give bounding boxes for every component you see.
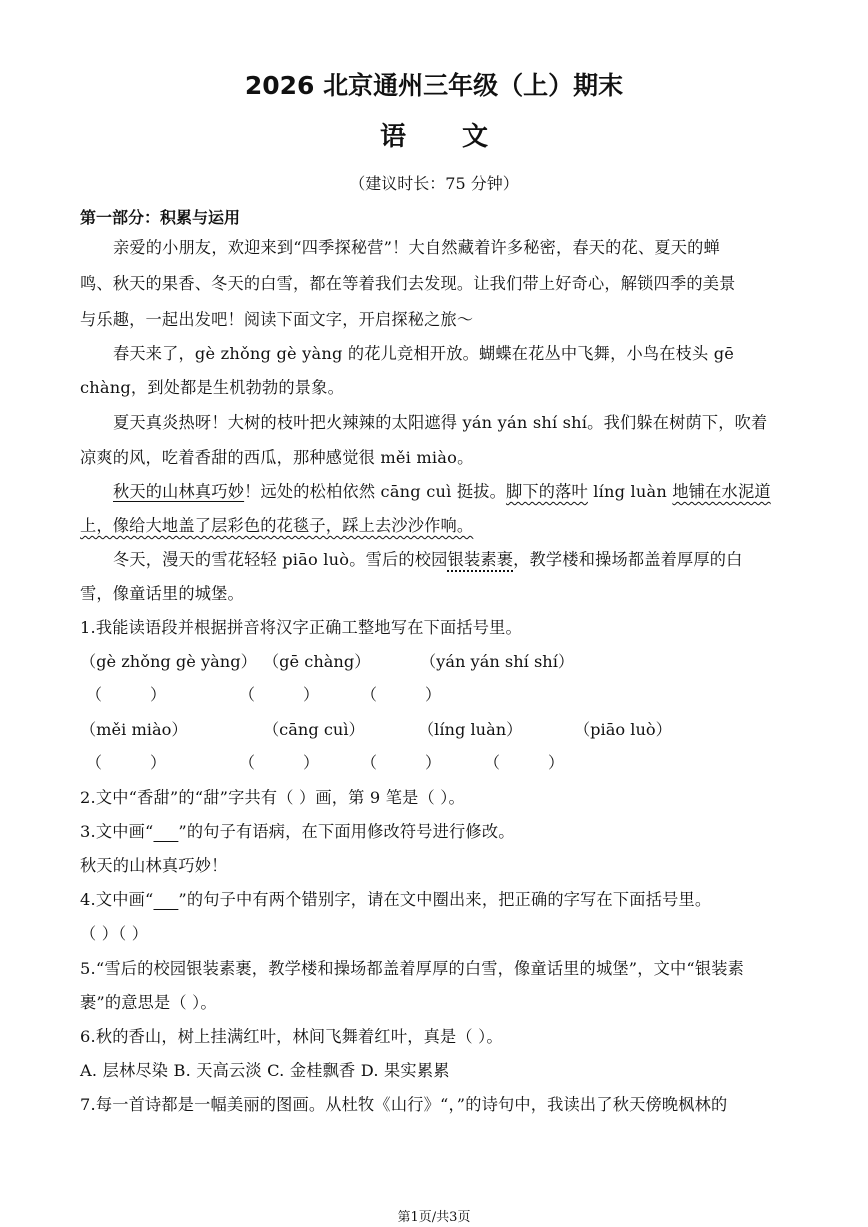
page-number: 第1页/共3页: [397, 1210, 471, 1225]
question-4: [80, 886, 711, 910]
subject-title: 语文: [379, 122, 544, 152]
pinyin-item: （líng luàn）: [418, 720, 523, 739]
q4-answer-blanks[interactable]: （ ）（ ）: [80, 924, 149, 943]
question-2: 2.文中“香甜”的“甜”字共有（ ）画，第 9 笔是（ ）。: [80, 788, 465, 807]
autumn-pinyin: líng luàn: [587, 482, 673, 501]
question-6-options: A. 层林尽染 B. 天高云淡 C. 金桂飘香 D. 果实累累: [80, 1061, 450, 1080]
exam-title: 2026 北京通州三年级（上）期末: [244, 71, 624, 100]
winter-line-2: 雪，像童话里的城堡。: [80, 584, 244, 603]
question-3: [80, 818, 515, 842]
autumn-text: ！远处的松柏依然 cāng cuì 挺拔。: [244, 482, 506, 501]
winter-text-c: ，教学楼和操场都盖着厚厚的白: [513, 550, 743, 569]
wavy-sentence-part-3: 上，像给大地盖了层彩色的花毯子，踩上去沙沙作响。: [80, 516, 474, 535]
winter-line-1: [113, 546, 743, 570]
answer-blank[interactable]: （ ）: [239, 753, 320, 772]
answer-blank[interactable]: （ ）: [361, 685, 442, 704]
pinyin-item: （cāng cuì）: [263, 720, 365, 739]
question-6: 6.秋的香山，树上挂满红叶，林间飞舞着红叶，真是（ ）。: [80, 1027, 503, 1046]
q3-sentence: 秋天的山林真巧妙！: [80, 856, 228, 875]
section-heading: 第一部分：积累与运用: [80, 208, 241, 227]
answer-blank[interactable]: （ ）: [484, 753, 565, 772]
question-5-line-1: 5.“雪后的校园银装素裹，教学楼和操场都盖着厚厚的白雪，像童话里的城堡”，文中“银装素: [80, 959, 744, 978]
q3-text-b: ”的句子有语病，在下面用修改符号进行修改。: [178, 822, 515, 841]
intro-line-3: 与乐趣，一起出发吧！阅读下面文字，开启探秘之旅～: [80, 310, 474, 329]
wavy-sentence-part-1: 脚下的落叶: [505, 482, 588, 501]
spring-line-2: chàng，到处都是生机勃勃的景象。: [80, 378, 344, 397]
pinyin-item: （gè zhǒng gè yàng）: [80, 652, 257, 671]
q4-text-a: 4.文中画“: [80, 890, 154, 909]
summer-line-1: 夏天真炎热呀！大树的枝叶把火辣辣的太阳遮得 yán yán shí shí。我们躲在树荫下，吹着: [113, 413, 768, 432]
question-7: 7.每一首诗都是一幅美丽的图画。从杜牧《山行》“，”的诗句中，我读出了秋天傍晚枫林的: [80, 1095, 728, 1114]
q3-text-a: 3.文中画“: [80, 822, 154, 841]
underline-sample: [153, 822, 178, 841]
answer-blank[interactable]: （ ）: [86, 753, 167, 772]
winter-text-a: 冬天，漫天的雪花轻轻 piāo luò。雪后的校园: [113, 550, 448, 569]
dotted-phrase: 银装素裹: [447, 550, 514, 569]
question-5-line-2: 裹”的意思是（ ）。: [80, 993, 217, 1012]
spring-line-1: 春天来了，gè zhǒng gè yàng 的花儿竞相开放。蝴蝶在花丛中飞舞，小鸟在枝头 gē: [113, 344, 735, 363]
intro-line-2: 鸣、秋天的果香、冬天的白雪，都在等着我们去发现。让我们带上好奇心，解锁四季的美景: [80, 274, 736, 293]
answer-blank[interactable]: （ ）: [86, 685, 167, 704]
wavy-sentence-part-2: 地铺在水泥道: [672, 482, 771, 501]
q4-text-b: ”的句子中有两个错别字，请在文中圈出来，把正确的字写在下面括号里。: [178, 890, 712, 909]
pinyin-item: （piāo luò）: [574, 720, 672, 739]
pinyin-item: （gē chàng）: [263, 652, 371, 671]
answer-blank[interactable]: （ ）: [361, 753, 442, 772]
pinyin-item: （měi miào）: [80, 720, 188, 739]
suggested-duration: （建议时长：75 分钟）: [349, 174, 519, 193]
summer-line-2: 凉爽的风，吃着香甜的西瓜，那种感觉很 měi miào。: [80, 448, 474, 467]
answer-blank[interactable]: （ ）: [239, 685, 320, 704]
underline-sample: [153, 890, 178, 909]
question-1: 1.我能读语段并根据拼音将汉字正确工整地写在下面括号里。: [80, 618, 522, 637]
pinyin-item: （yán yán shí shí）: [420, 652, 575, 671]
autumn-line-2: [80, 512, 473, 536]
intro-line-1: 亲爱的小朋友，欢迎来到“四季探秘营”！大自然藏着许多秘密，春天的花、夏天的蝉: [113, 238, 720, 257]
underlined-sentence: 秋天的山林真巧妙: [113, 482, 245, 501]
autumn-line-1: [113, 478, 771, 502]
